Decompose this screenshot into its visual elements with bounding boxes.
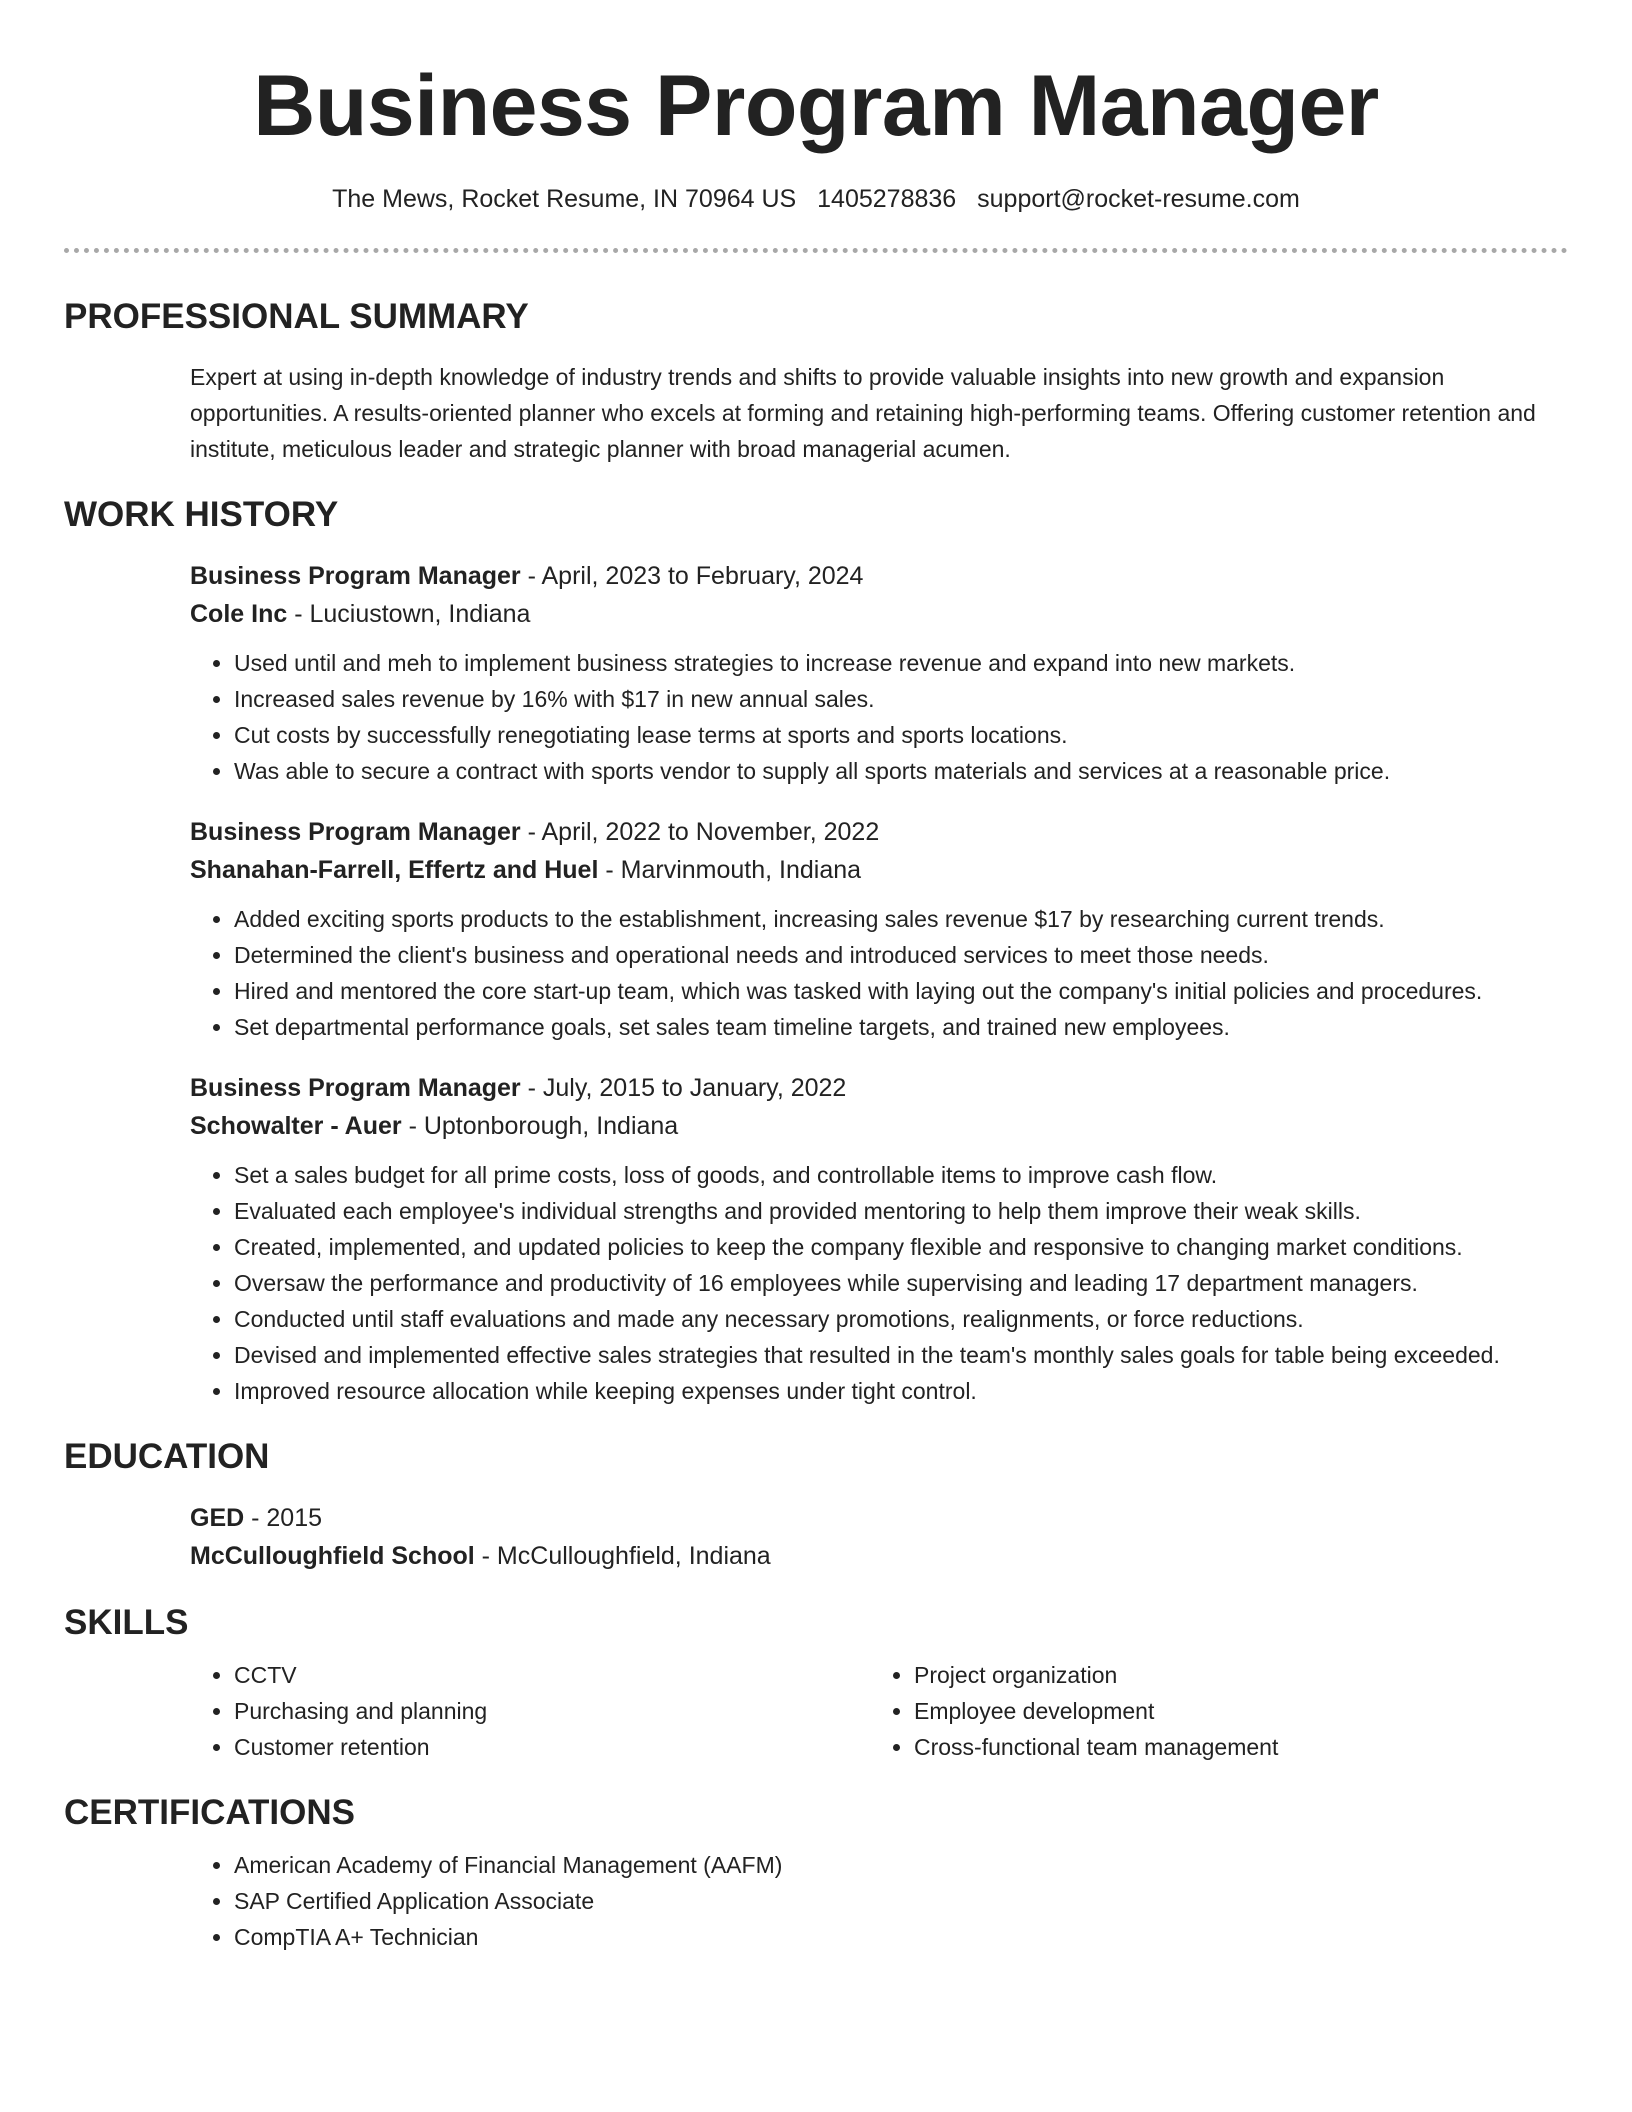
certifications-section bbox=[64, 1791, 1568, 1955]
skills-section bbox=[64, 1601, 1568, 1765]
job-location: - Luciustown, Indiana bbox=[287, 600, 531, 628]
list-item: • Cross-functional team management bbox=[914, 1729, 1550, 1765]
resume-name: Business Program Manager bbox=[253, 58, 1379, 154]
contact-email: support@rocket-resume.com bbox=[977, 185, 1300, 213]
list-item: • Devised and implemented effective sales strategies that resulted in the team's monthly sales goals for table being exceeded. bbox=[234, 1337, 1568, 1373]
school-location: - McCulloughfield, Indiana bbox=[474, 1542, 771, 1570]
list-item: • Created, implemented, and updated policies to keep the company flexible and responsive to changing market conditions. bbox=[234, 1229, 1568, 1265]
list-item: • Determined the client's business and operational needs and introduced services to meet those needs. bbox=[234, 937, 1568, 973]
contact-line bbox=[64, 182, 1568, 216]
list-item: • Added exciting sports products to the establishment, increasing sales revenue $17 by researching current trends. bbox=[234, 901, 1568, 937]
job-dates: - April, 2023 to February, 2024 bbox=[520, 562, 864, 590]
school-name: McCulloughfield School bbox=[190, 1542, 475, 1570]
list-item: • Used until and meh to implement business strategies to increase revenue and expand into new markets. bbox=[234, 645, 1568, 681]
list-item: • SAP Certified Application Associate bbox=[234, 1883, 1568, 1919]
degree-line bbox=[190, 1499, 1568, 1537]
list-item: • Was able to secure a contract with sports vendor to supply all sports materials and services at a reasonable price. bbox=[234, 753, 1568, 789]
school-line bbox=[190, 1537, 1568, 1575]
job-bullets bbox=[190, 1157, 1568, 1409]
degree-year: - 2015 bbox=[244, 1504, 323, 1532]
list-item: • Conducted until staff evaluations and made any necessary promotions, realignments, or force reductions. bbox=[234, 1301, 1568, 1337]
education-section bbox=[64, 1435, 1568, 1575]
list-item: • Improved resource allocation while keeping expenses under tight control. bbox=[234, 1373, 1568, 1409]
summary-section bbox=[64, 295, 1568, 467]
job-entry bbox=[190, 813, 1568, 1045]
list-item: • Cut costs by successfully renegotiating lease terms at sports and sports locations. bbox=[234, 717, 1568, 753]
job-dates: - July, 2015 to January, 2022 bbox=[520, 1074, 847, 1102]
list-item: • American Academy of Financial Management (AAFM) bbox=[234, 1847, 1568, 1883]
work-section bbox=[64, 493, 1568, 1409]
job-role: Business Program Manager bbox=[190, 1074, 521, 1102]
job-bullets bbox=[190, 901, 1568, 1045]
summary-title: PROFESSIONAL SUMMARY bbox=[64, 297, 529, 336]
degree-name: GED bbox=[190, 1504, 245, 1532]
job-title-line bbox=[190, 557, 1568, 595]
list-item: • Evaluated each employee's individual strengths and provided mentoring to help them improve their weak skills. bbox=[234, 1193, 1568, 1229]
certifications-title: CERTIFICATIONS bbox=[64, 1793, 356, 1832]
list-item: • Set a sales budget for all prime costs, loss of goods, and controllable items to improve cash flow. bbox=[234, 1157, 1568, 1193]
job-location: - Uptonborough, Indiana bbox=[401, 1112, 679, 1140]
job-location: - Marvinmouth, Indiana bbox=[598, 856, 862, 884]
job-role: Business Program Manager bbox=[190, 818, 521, 846]
job-company: Shanahan-Farrell, Effertz and Huel bbox=[190, 856, 599, 884]
job-company: Cole Inc bbox=[190, 600, 288, 628]
certifications-list bbox=[190, 1847, 1568, 1955]
company-line bbox=[190, 851, 1568, 889]
job-entry bbox=[190, 557, 1568, 789]
contact-phone: 1405278836 bbox=[817, 185, 957, 213]
list-item: • CompTIA A+ Technician bbox=[234, 1919, 1568, 1955]
job-title-line bbox=[190, 1069, 1568, 1107]
list-item: • CCTV bbox=[234, 1657, 870, 1693]
list-item: • Purchasing and planning bbox=[234, 1693, 870, 1729]
work-title: WORK HISTORY bbox=[64, 495, 339, 534]
resume-page bbox=[64, 0, 1568, 1955]
contact-address: The Mews, Rocket Resume, IN 70964 US bbox=[332, 185, 797, 213]
list-item: • Set departmental performance goals, set sales team timeline targets, and trained new employees. bbox=[234, 1009, 1568, 1045]
job-entry bbox=[190, 1069, 1568, 1409]
job-dates: - April, 2022 to November, 2022 bbox=[520, 818, 880, 846]
job-role: Business Program Manager bbox=[190, 562, 521, 590]
list-item: • Employee development bbox=[914, 1693, 1550, 1729]
header-divider bbox=[64, 248, 1568, 253]
list-item: • Increased sales revenue by 16% with $17 in new annual sales. bbox=[234, 681, 1568, 717]
company-line bbox=[190, 595, 1568, 633]
list-item: • Oversaw the performance and productivity of 16 employees while supervising and leading 17 department managers. bbox=[234, 1265, 1568, 1301]
job-title-line bbox=[190, 813, 1568, 851]
education-title: EDUCATION bbox=[64, 1437, 270, 1476]
job-bullets bbox=[190, 645, 1568, 789]
list-item: • Hired and mentored the core start-up team, which was tasked with laying out the company's initial policies and procedures. bbox=[234, 973, 1568, 1009]
skills-column-left bbox=[190, 1657, 870, 1765]
skills-column-right bbox=[870, 1657, 1550, 1765]
job-company: Schowalter - Auer bbox=[190, 1112, 402, 1140]
list-item: • Customer retention bbox=[234, 1729, 870, 1765]
skills-title: SKILLS bbox=[64, 1603, 189, 1642]
company-line bbox=[190, 1107, 1568, 1145]
summary-text: Expert at using in-depth knowledge of industry trends and shifts to provide valuable insights into new growth and expansion opportunities. A results-oriented planner who excels at forming and retaining high-performing teams. Offering customer retention and institute, meticulous leader and strategic planner with broad managerial acumen. bbox=[190, 364, 1536, 462]
list-item: • Project organization bbox=[914, 1657, 1550, 1693]
skills-grid bbox=[190, 1657, 1568, 1765]
